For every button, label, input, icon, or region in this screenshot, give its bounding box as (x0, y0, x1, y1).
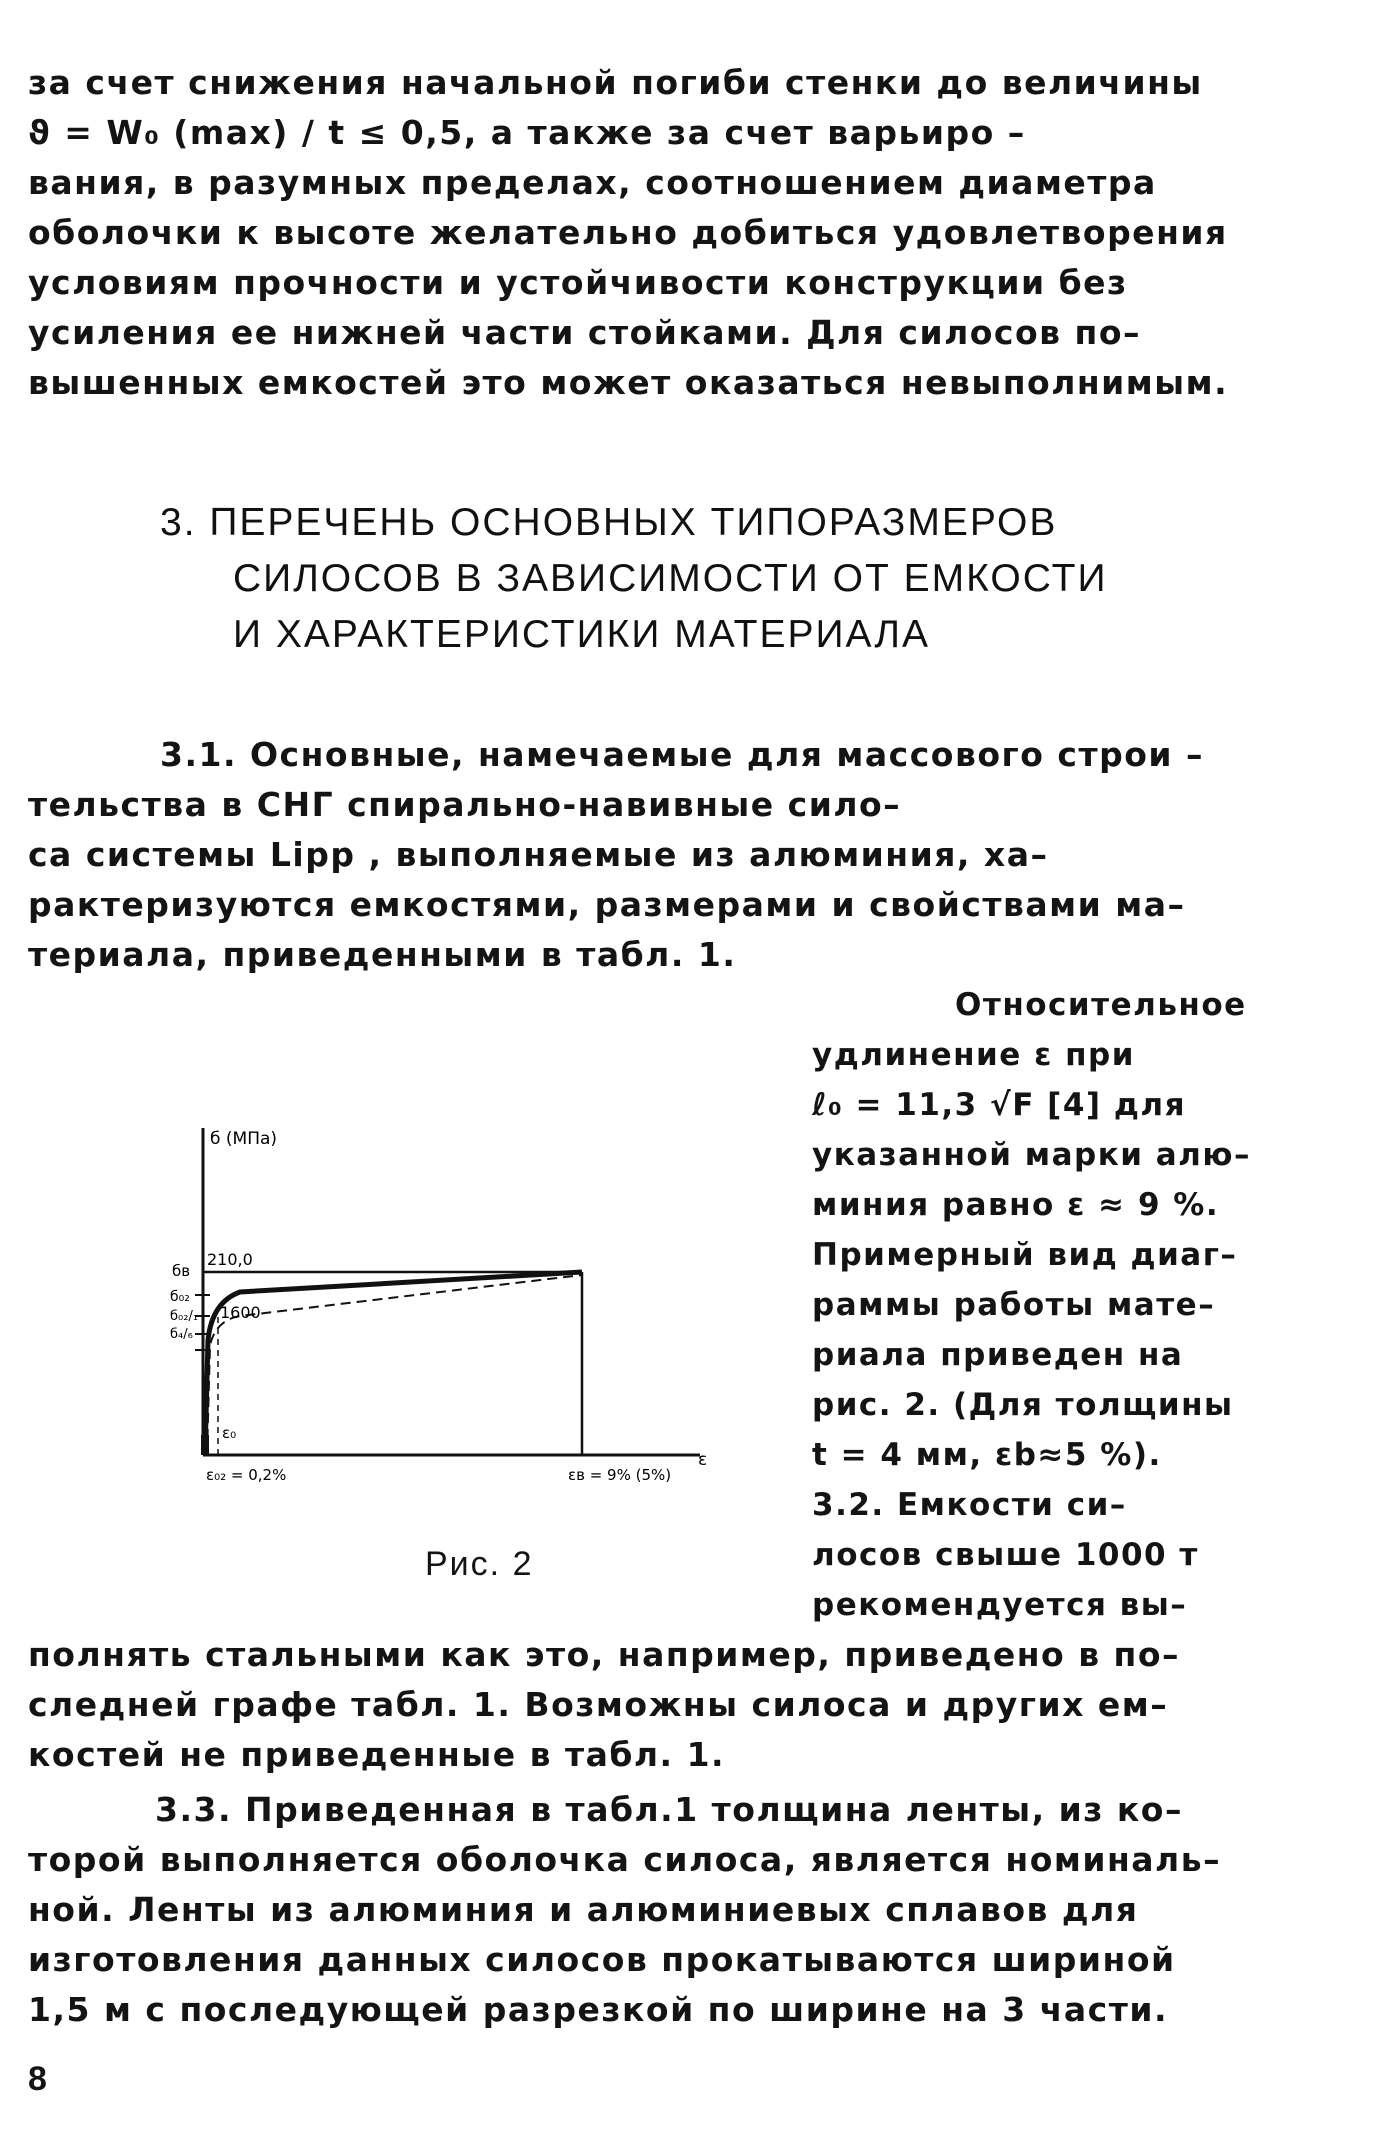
text-line: лосов свыше 1000 т (812, 1537, 1199, 1573)
text-line: 3.3. Приведенная в табл.1 толщина ленты, из ко– (155, 1790, 1183, 1829)
heading-line: И ХАРАКТЕРИСТИКИ МАТЕРИАЛА (233, 613, 931, 656)
value-210-label: 210,0 (207, 1250, 253, 1269)
text-line: полнять стальными как это, например, приведено в по– (28, 1635, 1181, 1674)
page-number: 8 (28, 2060, 47, 2098)
x-axis-label: ε (698, 1450, 708, 1470)
text-line: 3.1. Основные, намечаемые для массового строи – (160, 735, 1204, 774)
text-line: териала, приведенными в табл. 1. (28, 935, 737, 974)
text-line: миния равно ε ≈ 9 %. (812, 1187, 1220, 1223)
text-line: условиям прочности и устойчивости конструкции без (28, 263, 1128, 302)
epsb-label: εв = 9% (5%) (568, 1466, 672, 1484)
stress-strain-curve (205, 1272, 582, 1455)
text-line: оболочки к высоте желательно добиться удовлетворения (28, 213, 1228, 252)
text-line: тельства в СНГ спирально-навивные сило– (28, 785, 902, 824)
text-line: торой выполняется оболочка силоса, является номиналь– (28, 1840, 1222, 1879)
dashed-curve (207, 1275, 582, 1455)
text-line: t = 4 мм, εb≈5 %). (812, 1437, 1162, 1473)
text-line: ℓ₀ = 11,3 √F [4] для (812, 1087, 1187, 1123)
text-line: вания, в разумных пределах, соотношением диаметра (28, 163, 1157, 202)
sigma-b-label: бв (172, 1262, 191, 1280)
text-line: 1,5 м с последующей разрезкой по ширине на 3 части. (28, 1990, 1169, 2029)
figure-caption: Рис. 2 (425, 1545, 534, 1583)
heading-line: 3. ПЕРЕЧЕНЬ ОСНОВНЫХ ТИПОРАЗМЕРОВ (160, 501, 1058, 544)
text-line: са системы Lipp , выполняемые из алюминия, ха– (28, 835, 1049, 874)
sigma-02h1-label: б₀₂/₁ (170, 1309, 199, 1324)
y-axis-label: б (МПа) (210, 1129, 278, 1149)
value-160-label: 1600 (220, 1303, 261, 1322)
text-line: Относительное (955, 987, 1247, 1023)
text-line: 3.2. Емкости си– (812, 1487, 1127, 1523)
eps0-label: ε₀ (222, 1424, 237, 1442)
sigma-02-label: б₀₂ (170, 1289, 190, 1305)
text-line: раммы работы мате– (812, 1287, 1216, 1323)
heading-line: СИЛОСОВ В ЗАВИСИМОСТИ ОТ ЕМКОСТИ (233, 557, 1108, 600)
eps02-label: ε₀₂ = 0,2% (206, 1466, 287, 1484)
text-line: следней графе табл. 1. Возможны силоса и других ем– (28, 1685, 1169, 1724)
origin-block (201, 1435, 209, 1455)
text-line: костей не приведенные в табл. 1. (28, 1735, 726, 1774)
text-line: Примерный вид диаг– (812, 1237, 1238, 1273)
text-line: изготовления данных силосов прокатываются шириной (28, 1940, 1176, 1979)
text-line: усиления ее нижней части стойками. Для силосов по– (28, 313, 1141, 352)
text-line: удлинение ε при (812, 1037, 1135, 1073)
text-line: риала приведен на (812, 1337, 1184, 1373)
text-line: рис. 2. (Для толщины (812, 1387, 1234, 1423)
text-line: ной. Ленты из алюминия и алюминиевых сплавов для (28, 1890, 1139, 1929)
text-line: указанной марки алю– (812, 1137, 1252, 1173)
sigma-h6-label: б₄/₆ (170, 1327, 193, 1342)
text-line: ϑ = W₀ (max) / t ≤ 0,5, а также за счет варьиро – (28, 113, 1026, 152)
text-line: за счет снижения начальной погиби стенки до величины (28, 63, 1203, 102)
text-line: рекомендуется вы– (812, 1587, 1188, 1623)
text-line: рактеризуются емкостями, размерами и свойствами ма– (28, 885, 1186, 924)
text-line: вышенных емкостей это может оказаться невыполнимым. (28, 363, 1229, 402)
stress-strain-figure (170, 1120, 730, 1500)
